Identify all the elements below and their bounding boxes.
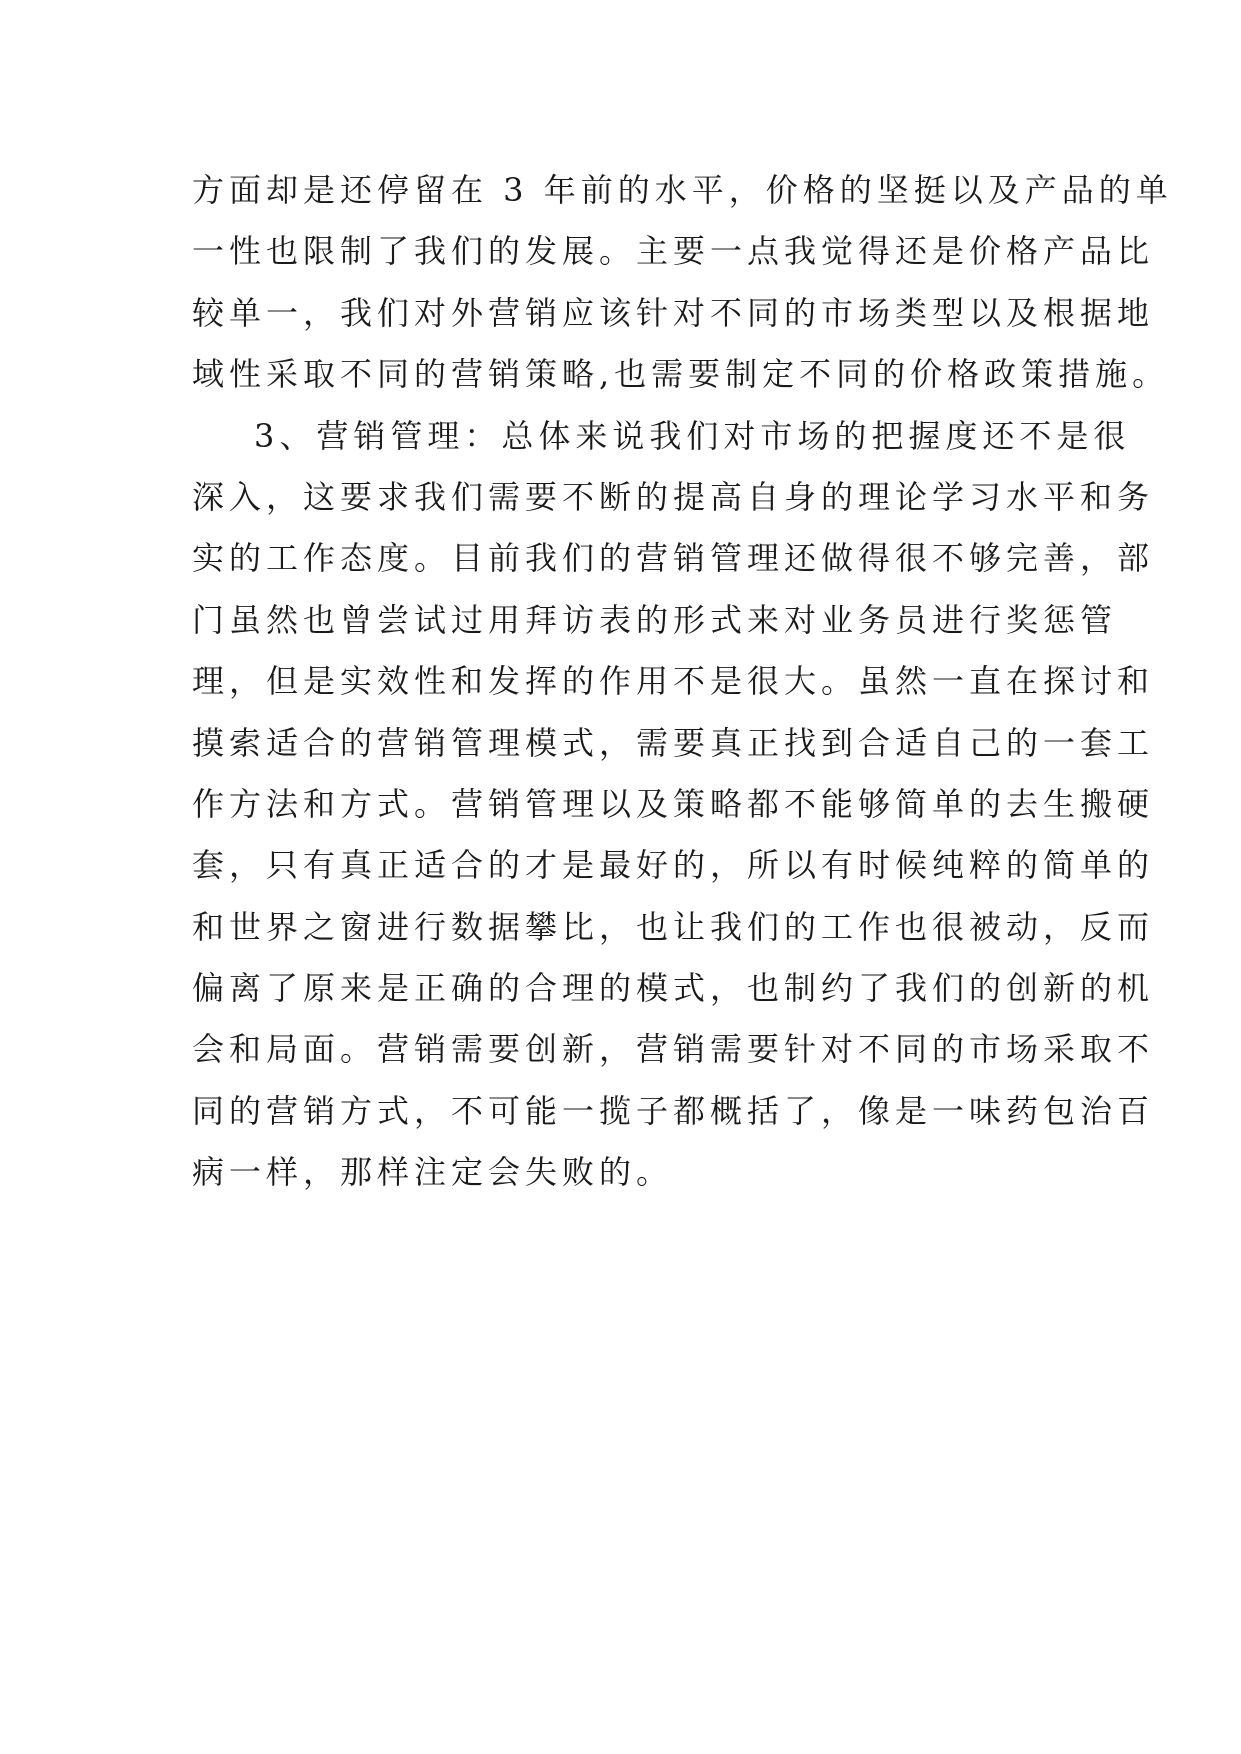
- text-line: 较单一，我们对外营销应该针对不同的市场类型以及根据地: [192, 293, 1155, 332]
- text-line: 和世界之窗进行数据攀比，也让我们的工作也很被动，反而: [192, 907, 1155, 946]
- section-heading-line: 3、营销管理：总体来说我们对市场的把握度还不是很: [254, 416, 1131, 455]
- text-line: 深入，这要求我们需要不断的提高自身的理论学习水平和务: [192, 477, 1155, 516]
- text-line: 同的营销方式，不可能一揽子都概括了，像是一味药包治百: [192, 1091, 1155, 1130]
- text-line: 一性也限制了我们的发展。主要一点我觉得还是价格产品比: [192, 232, 1155, 271]
- text-line: 会和局面。营销需要创新，营销需要针对不同的市场采取不: [192, 1030, 1155, 1069]
- body-text: [192, 160, 1173, 1204]
- text-line: 摸索适合的营销管理模式，需要真正找到合适自己的一套工: [192, 723, 1155, 762]
- text-line: 作方法和方式。营销管理以及策略都不能够简单的去生搬硬: [192, 784, 1155, 823]
- text-line: 域性采取不同的营销策略,也需要制定不同的价格政策措施。: [192, 355, 1170, 394]
- text-line: 病一样，那样注定会失败的。: [192, 1153, 674, 1192]
- text-line: 门虽然也曾尝试过用拜访表的形式来对业务员进行奖惩管: [192, 600, 1118, 639]
- text-line: 理，但是实效性和发挥的作用不是很大。虽然一直在探讨和: [192, 662, 1155, 701]
- text-line: 方面却是还停留在 3 年前的水平，价格的坚挺以及产品的单: [192, 171, 1173, 209]
- text-line: 套，只有真正适合的才是最好的，所以有时候纯粹的简单的: [192, 846, 1155, 885]
- text-line: 实的工作态度。目前我们的营销管理还做得很不够完善，部: [192, 539, 1155, 578]
- text-line: 偏离了原来是正确的合理的模式，也制约了我们的创新的机: [192, 969, 1155, 1008]
